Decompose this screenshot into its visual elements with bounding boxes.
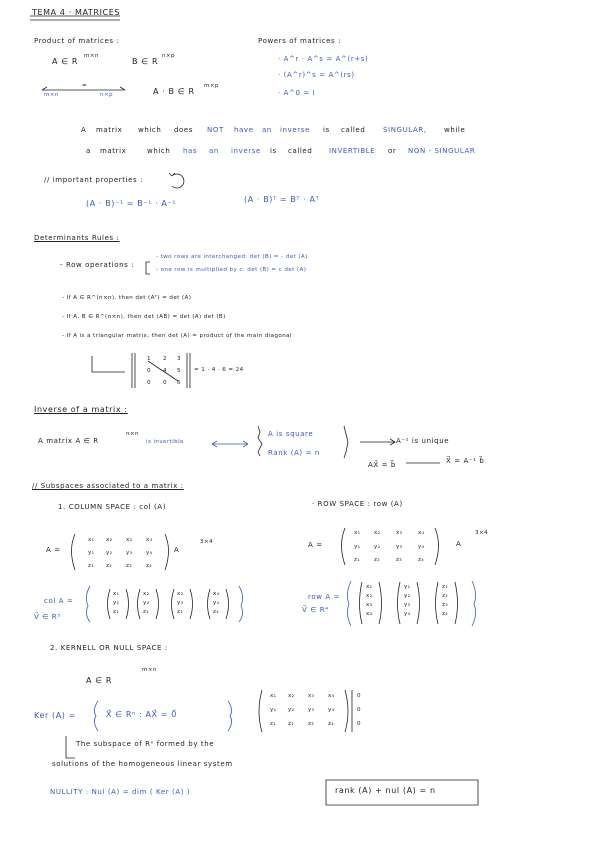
matrix-cell: z₁ xyxy=(88,563,94,569)
kernel-title: 2. KERNELL OR NULL SPACE : xyxy=(50,644,168,652)
col-dim: 3×4 xyxy=(200,539,214,545)
inverse-left: A matrix A ∈ R xyxy=(38,437,99,445)
power-rule-1: · A^r · A^s = A^(r+s) xyxy=(278,55,369,63)
word: has xyxy=(183,147,198,155)
matrix-cell: x₂ xyxy=(106,537,113,543)
tri-cell: 5 xyxy=(177,368,181,374)
word: matrix xyxy=(96,126,123,134)
word: inverse xyxy=(231,147,261,155)
aug-cell: x₃ xyxy=(308,693,315,699)
vector-cell: y₃ xyxy=(177,600,184,606)
rank-nullity-theorem: rank (A) + nul (A) = n xyxy=(335,786,436,795)
vector-cell: y₁ xyxy=(404,584,411,590)
dim-right: n×p xyxy=(100,92,113,98)
vector-cell: x₂ xyxy=(143,591,150,597)
kernel-label: Ker (A) = xyxy=(34,711,76,720)
word: called xyxy=(288,147,313,155)
system-eq: AX⃗ = b⃗ xyxy=(368,461,396,469)
subspaces-label: // Subspaces associated to a matrix : xyxy=(32,482,184,490)
property-inverse: (A · B)⁻¹ = B⁻¹ · A⁻¹ xyxy=(86,199,177,208)
word: SINGULAR, xyxy=(383,126,427,134)
matrix-cell: x₄ xyxy=(146,537,153,543)
kernel-note-1: The subspace of Rⁿ formed by the xyxy=(76,740,215,748)
vector-cell: y₂ xyxy=(404,593,411,599)
kernel-set: X⃗ ∈ Rⁿ : AX⃗ = 0⃗ xyxy=(106,710,177,719)
cond-brace-l xyxy=(258,426,262,456)
col-a-sym: A xyxy=(174,546,180,554)
det-rule-product: - If A, B ∈ R^(n×n), then det (AB) = det (A) det (B) xyxy=(62,314,226,320)
word: does xyxy=(174,126,194,134)
ker-pointer xyxy=(66,736,75,758)
kernel-a-def: A ∈ R xyxy=(86,676,113,685)
matrix-cell: y₂ xyxy=(374,544,381,550)
inverse-left-sup: n×n xyxy=(126,431,139,437)
word: inverse xyxy=(280,126,310,134)
word: A xyxy=(81,126,87,134)
det-rule-triangular: - If A is a triangular matrix, then det (A) = product of the main diagonal xyxy=(62,333,292,339)
dim-left: m×n xyxy=(44,92,59,98)
aug-cell: x₁ xyxy=(270,693,277,699)
determinants-label: Determinants Rules : xyxy=(34,234,120,242)
inverse-left-tail: is invertible xyxy=(146,439,184,445)
row-op-swap: - two rows are interchanged: det (B) = - det (A) xyxy=(156,254,308,260)
vector-cell: x₂ xyxy=(366,593,373,599)
aug-cell: z₂ xyxy=(288,721,294,727)
matrix-cell: z₃ xyxy=(126,563,132,569)
vector-cell: y₄ xyxy=(213,600,220,606)
word: an xyxy=(262,126,272,134)
word: is xyxy=(270,147,277,155)
matrix-cell: x₁ xyxy=(88,537,95,543)
matrix-cell: y₁ xyxy=(88,550,95,556)
word: NOT xyxy=(207,126,224,134)
matrix-cell: x₁ xyxy=(354,530,361,536)
vector-cell: y₂ xyxy=(143,600,150,606)
properties-label: // important properties : xyxy=(44,176,144,184)
vector-cell: z₄ xyxy=(442,611,448,617)
matrix-cell: z₃ xyxy=(396,557,402,563)
word: an xyxy=(209,147,219,155)
word: is xyxy=(323,126,330,134)
vector-cell: x₁ xyxy=(113,591,120,597)
matrix-cell: z₁ xyxy=(354,557,360,563)
vector-cell: y₁ xyxy=(113,600,120,606)
vector-cell: y₃ xyxy=(404,602,411,608)
vector-cell: z₂ xyxy=(442,593,448,599)
implies-arrow xyxy=(360,439,395,445)
row-ops-label: - Row operations : xyxy=(60,261,135,269)
row-a-sym: A xyxy=(456,540,462,548)
dim-mid: = xyxy=(82,83,88,89)
word: which xyxy=(138,126,162,134)
aug-cell: y₂ xyxy=(288,707,295,713)
vector-cell: z₁ xyxy=(113,609,119,615)
a-dim-sup: m×n xyxy=(84,53,99,59)
tri-cell: 1 xyxy=(147,356,151,362)
tri-result: = 1 · 4 · 6 = 24 xyxy=(194,367,244,373)
col-a-domain: V⃗ ∈ R³ xyxy=(34,613,61,621)
word: NON - SINGULAR xyxy=(408,147,476,155)
word: matrix xyxy=(100,147,127,155)
cycle-icon xyxy=(169,173,184,188)
nullity-def: NULLITY : Nul (A) = dim ( Ker (A) ) xyxy=(50,788,191,796)
word: while xyxy=(444,126,466,134)
kernel-a-sup: m×n xyxy=(142,667,157,673)
word: a xyxy=(86,147,91,155)
vector-cell: z₃ xyxy=(177,609,183,615)
matrix-cell: x₂ xyxy=(374,530,381,536)
matrix-cell: y₄ xyxy=(418,544,425,550)
word: have xyxy=(234,126,254,134)
matrix-cell: y₂ xyxy=(106,550,113,556)
matrix-cell: x₃ xyxy=(396,530,403,536)
col-a-eq: A = xyxy=(46,546,61,554)
tri-pointer xyxy=(92,356,125,372)
matrix-cell: y₁ xyxy=(354,544,361,550)
vector-cell: x₄ xyxy=(213,591,220,597)
matrix-cell: y₃ xyxy=(396,544,403,550)
tri-cell: 3 xyxy=(177,356,181,362)
col-a-label: col A = xyxy=(44,597,74,605)
aug-zero: 0 xyxy=(357,693,361,699)
vector-cell: x₃ xyxy=(177,591,184,597)
aug-cell: x₂ xyxy=(288,693,295,699)
product-label: Product of matrices : xyxy=(34,37,120,45)
ab-dim-sup: m×p xyxy=(204,83,219,89)
cond-brace-r xyxy=(344,426,348,458)
word: called xyxy=(341,126,366,134)
det-bars xyxy=(132,353,190,388)
column-space-title: 1. COLUMN SPACE : col (A) xyxy=(58,503,167,511)
cond-rank: Rank (A) = n xyxy=(268,449,320,457)
matrix-cell: z₂ xyxy=(106,563,112,569)
word: INVERTIBLE xyxy=(329,147,376,155)
aug-cell: z₃ xyxy=(308,721,314,727)
tri-cell: 0 xyxy=(147,380,151,386)
row-space-title: · ROW SPACE : row (A) xyxy=(312,500,403,508)
row-dim: 3×4 xyxy=(475,530,489,536)
vector-cell: z₁ xyxy=(442,584,448,590)
vector-cell: z₃ xyxy=(442,602,448,608)
matrix-cell: y₃ xyxy=(126,550,133,556)
vector-cell: z₂ xyxy=(143,609,149,615)
vector-cell: x₃ xyxy=(366,602,373,608)
col-mat-parens xyxy=(72,534,169,570)
row-a-label: row A = xyxy=(308,593,341,601)
word: which xyxy=(147,147,171,155)
row-op-scale: - one row is multiplied by c: det (B) = c det (A) xyxy=(156,267,307,273)
aug-cell: z₁ xyxy=(270,721,276,727)
det-rule-transpose: - If A ∈ R^(n×n), then det (Aᵀ) = det (A) xyxy=(62,295,192,301)
vector-cell: x₄ xyxy=(366,611,373,617)
power-rule-2: · (A^r)^s = A^(rs) xyxy=(278,71,355,79)
tri-cell: 0 xyxy=(163,380,167,386)
matrix-cell: x₃ xyxy=(126,537,133,543)
vector-cell: z₄ xyxy=(213,609,219,615)
matrix-cell: y₄ xyxy=(146,550,153,556)
system-solution: X⃗ = A⁻¹ b⃗ xyxy=(446,457,485,465)
property-transpose: (A · B)ᵀ = Bᵀ · Aᵀ xyxy=(244,195,320,204)
ab-dim: A · B ∈ R xyxy=(153,87,195,96)
matrix-cell: z₂ xyxy=(374,557,380,563)
inverse-label: Inverse of a matrix : xyxy=(34,405,128,414)
aug-zero: 0 xyxy=(357,721,361,727)
a-dim: A ∈ R xyxy=(52,57,79,66)
iff-arrow xyxy=(212,441,248,447)
page-title: TEMA 4 · MATRICES xyxy=(32,8,121,17)
aug-zero: 0 xyxy=(357,707,361,713)
word: or xyxy=(388,147,397,155)
aug-cell: y₃ xyxy=(308,707,315,713)
aug-cell: z₄ xyxy=(328,721,334,727)
tri-cell: 6 xyxy=(177,380,181,386)
aug-cell: y₁ xyxy=(270,707,277,713)
inverse-unique: A⁻¹ is unique xyxy=(396,437,450,445)
vector-cell: x₁ xyxy=(366,584,373,590)
matrix-cell: z₄ xyxy=(418,557,424,563)
power-rule-3: · A^0 = I xyxy=(278,89,316,97)
kernel-note-2: solutions of the homogeneous linear system xyxy=(52,760,233,768)
b-dim: B ∈ R xyxy=(132,57,159,66)
b-dim-sup: n×p xyxy=(162,53,175,59)
matrix-cell: x₄ xyxy=(418,530,425,536)
vector-cell: y₄ xyxy=(404,611,411,617)
row-ops-brace xyxy=(146,262,150,274)
tri-cell: 4 xyxy=(163,368,167,374)
tri-cell: 0 xyxy=(147,368,151,374)
aug-cell: x₄ xyxy=(328,693,335,699)
aug-cell: y₄ xyxy=(328,707,335,713)
row-a-domain: V⃗ ∈ R⁴ xyxy=(302,606,329,614)
cond-square: A is square xyxy=(268,430,314,438)
matrix-cell: z₄ xyxy=(146,563,152,569)
row-a-eq: A = xyxy=(308,541,323,549)
powers-label: Powers of matrices : xyxy=(258,37,342,45)
tri-cell: 2 xyxy=(163,356,167,362)
